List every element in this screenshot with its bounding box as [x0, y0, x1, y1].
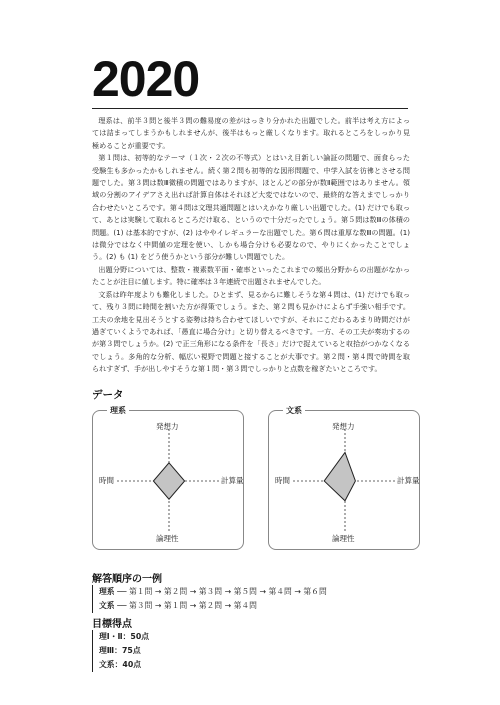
radar-shape [153, 463, 184, 499]
answer-order-row [99, 599, 412, 613]
paragraph: 第１問は、初等的なテーマ（１次・２次の不等式）とはいえ目新しい論証の問題で、面食らった受験生も多かったかもしれません。続く第２問も初等的な図形問題で、中学入試を彷彿とさせる問題でした。第３問は数Ⅲ微積の問題ではありますが、ほとんどの部分が数Ⅱ範囲ではありません。領域の分割のアイデアさえ出れば計算自体はそれほど大変ではないので、最終的な答えまでしっかり合わせたいところです。第４問は文理共通問題とはいえかなり厳しい出題でした。(1) だけでも取って、あとは実験して取れるところだけ取る、というので十分だったでしょう。第５問は数Ⅲの体積の問題。(1) は基本的ですが、(2) はややイレギュラーな出題でした。第６問は重厚な数Ⅲの問題。(1) は微分ではなく中間値の定理を使い、しかも場合分けも必要なので、やりにくかったことでしょう。(2) も (1) をどう使うかという部分が難しい問題でした。 [92, 153, 410, 262]
axis-label-right: 計算量 [221, 476, 244, 485]
answer-order-label: 文系 [99, 601, 115, 610]
target-score-row: 理Ⅲ：75点 [99, 646, 141, 655]
target-score-row: 理Ⅰ・Ⅱ：50点 [99, 632, 150, 641]
paragraph: 出題分野については、整数・複素数平面・確率といったこれまでの頻出分野からの出題がなかったことが注目に値します。特に確率は３年連続で出題されませんでした。 [92, 264, 410, 287]
radar-panel-title: 文系 [283, 405, 305, 417]
paragraph: 文系は昨年度よりも難化しました。ひとまず、見るからに難しそうな第４問は、(1) だけでも取って、残り３問に時間を割いた方が得策でしょう。また、第２問も見かけによらず手強い相手です。工夫の余地を見出そうとする姿勢は持ち合わせてほしいですが、それにこだわるあまり時間だけが過ぎていくようであれば、「愚直に場合分け」と切り替えるべきです。一方、その工夫が奏功するのが第３問でしょうか。(2) で正三角形になる条件を「長さ」だけで捉えていると収拾がつかなくなるでしょう。多角的な分析、幅広い視野で問題と接することが大事です。第２問・第４問で時間を取られすぎず、手が出しやすそうな第１問・第３問でしっかりと点数を稼ぎたいところです。 [92, 289, 410, 374]
answer-order-sequence: ── 第１問 → 第２問 → 第３問 → 第５問 → 第４問 → 第６問 [117, 587, 327, 596]
axis-label-top: 発想力 [332, 422, 355, 431]
radar-panel-science [92, 406, 244, 550]
title-rule [92, 108, 408, 109]
axis-label-right: 計算量 [397, 476, 420, 485]
answer-order-label: 理系 [99, 587, 115, 596]
year-title: 2020 [92, 51, 200, 107]
radar-panel-title: 理系 [107, 405, 129, 417]
commentary-body [92, 115, 410, 376]
axis-label-left: 時間 [275, 476, 290, 485]
paragraph: 理系は、前半３問と後半３問の難易度の差がはっきり分かれた出題でした。前半は考え方によっては詰まってしまうかもしれませんが、後半はもっと厳しくなります。取れるところをしっかり見極めることが重要です。 [92, 116, 410, 150]
radar-shape [324, 452, 355, 500]
target-score-row: 文系：40点 [99, 660, 142, 669]
answer-order-list [92, 585, 412, 613]
answer-order-sequence: ── 第３問 → 第１問 → 第２問 → 第４問 [117, 601, 257, 610]
radar-panel-humanities [268, 406, 420, 550]
target-score-heading: 目標得点 [92, 619, 132, 630]
axis-label-bottom: 論理性 [332, 534, 355, 543]
axis-label-left: 時間 [99, 476, 114, 485]
data-heading: データ [92, 389, 124, 401]
answer-order-heading: 解答順序の一例 [92, 574, 162, 585]
target-score-list [92, 630, 149, 672]
axis-label-top: 発想力 [156, 422, 179, 431]
answer-order-row [99, 585, 412, 599]
axis-label-bottom: 論理性 [156, 534, 179, 543]
